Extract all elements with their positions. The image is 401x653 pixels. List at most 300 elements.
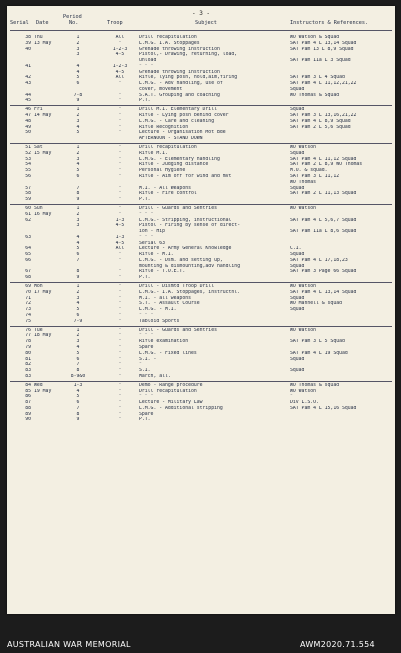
- cell-period: 9: [76, 417, 80, 423]
- cell-troop: ": [118, 307, 122, 313]
- subject-header: Subject: [195, 20, 217, 26]
- cell-period: 8: [76, 269, 80, 275]
- cell-subject: L.M.G. - Dsm. and setting up,: [139, 257, 223, 263]
- cell-serial: 68: [25, 275, 31, 281]
- cell-instructor: SAT Pam 4 L 13,14 Squad: [290, 40, 357, 46]
- cell-period: 4: [76, 69, 80, 75]
- cell-instructor: SAT Pam 4 L 17,18,23: [290, 257, 348, 263]
- cell-serial: 86: [25, 394, 31, 400]
- cell-subject: Drill - Guards and Sentries: [139, 206, 217, 211]
- cell-serial: 89: [25, 411, 31, 417]
- table-row: [7, 374, 395, 380]
- cell-instructor: WO Thomas & squad: [290, 382, 340, 388]
- cell-subject: Rifle - Fire control: [139, 191, 197, 197]
- cell-period: 7-9: [73, 318, 83, 324]
- cell-serial: 38: [25, 35, 31, 40]
- cell-serial: 79: [25, 344, 31, 350]
- cell-instructor: SAT Pam 4 L 19 Squad: [290, 350, 348, 356]
- cell-serial: 44: [25, 92, 31, 98]
- cell-serial: 48: [25, 118, 31, 124]
- cell-date: 18 May: [34, 333, 52, 339]
- cell-serial: 83: [25, 373, 31, 379]
- cell-subject: Rifle - M.I.: [139, 252, 174, 258]
- cell-subject: L.M.G. - Care and cleaning: [139, 118, 215, 124]
- cell-date: Tue: [34, 327, 43, 333]
- cell-instructor: WO Watson: [290, 388, 316, 394]
- cell-instructor: WO Watson: [290, 145, 316, 151]
- cell-instructor: ": [290, 394, 293, 400]
- cell-subject: Drill recapitulation: [139, 35, 197, 40]
- cell-troop: ": [118, 405, 122, 411]
- cell-instructor: SAT Pam 11a L 8,6 Squad: [290, 229, 357, 235]
- schedule-table: [7, 35, 395, 423]
- cell-subject: " " ": [139, 333, 154, 339]
- cell-troop: 4-5: [115, 52, 125, 58]
- cell-period: 6: [76, 312, 80, 318]
- cell-serial: 69: [25, 284, 31, 290]
- cell-serial: 65: [25, 252, 31, 258]
- cell-period: 5: [76, 130, 80, 136]
- cell-period: 3: [76, 118, 80, 124]
- cell-serial: 46: [25, 107, 31, 113]
- cell-period: 1: [76, 35, 80, 40]
- cell-instructor: SAT Pam 4 L 8,9 Squad: [290, 118, 351, 124]
- cell-period: 4: [76, 234, 80, 240]
- cell-period: 6: [76, 400, 80, 406]
- table-row: [7, 98, 395, 104]
- cell-date: Wed: [34, 382, 43, 388]
- cell-period: 1: [76, 327, 80, 333]
- cell-instructor: SAT Pam 4 L 11,12,21,22: [290, 81, 357, 87]
- cell-date: Fri: [34, 107, 43, 113]
- cell-period: 6: [76, 356, 80, 362]
- cell-troop: ": [118, 382, 122, 388]
- cell-date: 14 May: [34, 113, 52, 119]
- cell-troop: ": [118, 275, 122, 281]
- cell-instructor: Div L.S.O.: [290, 400, 319, 406]
- cell-subject: Demo - Range procedure: [139, 382, 203, 388]
- cell-serial: 81: [25, 356, 31, 362]
- cell-period: 6: [76, 173, 80, 179]
- cell-instructor: SAT Pam 4 L 5,6,7 Squad: [290, 217, 357, 223]
- cell-troop: ": [118, 318, 122, 324]
- document-page: [7, 6, 395, 614]
- cell-subject: March, all.: [139, 373, 171, 379]
- cell-serial: 55: [25, 168, 31, 174]
- cell-serial: 45: [25, 98, 31, 104]
- cell-troop: ": [118, 252, 122, 258]
- cell-serial: 70: [25, 289, 31, 295]
- cell-subject: Rifle - Lying posn behind cover: [139, 113, 229, 119]
- cell-serial: 58: [25, 191, 31, 197]
- cell-troop: 1-2-3: [112, 63, 128, 69]
- cell-subject: S.I.: [139, 368, 151, 374]
- cell-subject: Drill M.I. Elementary Drill: [139, 107, 217, 113]
- cell-serial: 66: [25, 257, 31, 263]
- cell-troop: ": [118, 388, 122, 394]
- cell-troop: ": [118, 411, 122, 417]
- cell-subject: " " ": [139, 211, 154, 217]
- footer-institution: AUSTRALIAN WAR MEMORIAL: [7, 640, 131, 649]
- cell-period: 8-9&0: [70, 373, 86, 379]
- cell-subject: AFTERNOON - STAND DOWN: [139, 136, 203, 142]
- cell-troop: 4-5: [115, 223, 125, 229]
- cell-serial: 67: [25, 269, 31, 275]
- cell-period: 2: [76, 211, 80, 217]
- cell-troop: ": [118, 40, 122, 46]
- cell-period: 1: [76, 284, 80, 290]
- cell-troop: ": [118, 191, 122, 197]
- cell-serial: 78: [25, 339, 31, 345]
- cell-period: 1: [76, 107, 80, 113]
- cell-instructor: WO Watson: [290, 327, 316, 333]
- cell-serial: 84: [25, 382, 31, 388]
- cell-subject: Rifle Recognition: [139, 124, 189, 130]
- cell-troop: ": [118, 269, 122, 275]
- cell-subject: Drill - Dismtd Troop Drill: [139, 284, 215, 290]
- cell-serial: 73: [25, 307, 31, 313]
- cell-date: 15 May: [34, 150, 52, 156]
- table-row: [7, 417, 395, 423]
- cell-troop: 1-3: [115, 217, 125, 223]
- cell-subject: L.M.G. - Elementary handling: [139, 156, 220, 162]
- cell-date: Thu: [34, 35, 43, 40]
- cell-instructor: C.I.: [290, 246, 302, 252]
- cell-period: 9: [76, 197, 80, 203]
- day-separator-rule: [10, 204, 392, 205]
- cell-subject: " " ": [139, 312, 154, 318]
- cell-subject: Rifle - Judging distance: [139, 162, 209, 168]
- cell-period: 4: [76, 63, 80, 69]
- cell-subject: Serial 63: [139, 240, 165, 246]
- cell-troop: All: [115, 246, 125, 252]
- cell-subject: Lecture - Army General Knowledge: [139, 246, 232, 252]
- cell-period: 1: [76, 206, 80, 211]
- cell-period: 4: [76, 344, 80, 350]
- cell-period: 2: [76, 113, 80, 119]
- cell-serial: 85: [25, 388, 31, 394]
- cell-period: 2: [76, 150, 80, 156]
- cell-serial: 82: [25, 362, 31, 368]
- cell-period: 3: [76, 217, 80, 223]
- cell-period: 5: [76, 246, 80, 252]
- cell-subject: S.T. - Assault Course: [139, 301, 200, 307]
- cell-subject: Pistol - Firing by sense of direct-: [139, 223, 241, 229]
- cell-serial: 74: [25, 312, 31, 318]
- cell-troop: ": [118, 173, 122, 179]
- cell-period: 4: [76, 388, 80, 394]
- cell-troop: ": [118, 197, 122, 203]
- cell-troop: ": [118, 289, 122, 295]
- cell-instructor: SAT Pam 11a L 3 Squad: [290, 58, 351, 64]
- cell-subject: L.M.G. - Fixed lines: [139, 350, 197, 356]
- cell-instructor: Squad: [290, 86, 305, 92]
- cell-troop: ": [118, 417, 122, 423]
- cell-troop: ": [118, 400, 122, 406]
- cell-instructor: Squad: [290, 263, 305, 269]
- cell-instructor: Squad: [290, 252, 305, 258]
- cell-subject: L.M.G. - Additional stripping: [139, 405, 223, 411]
- cell-instructor: SAT Pam 4 L 11,12 Squad: [290, 156, 357, 162]
- cell-instructor: SAT Pam 2 L 5,6 Squad: [290, 124, 351, 130]
- cell-troop: 1-3: [115, 234, 125, 240]
- cell-period: 9: [76, 275, 80, 281]
- cell-serial: 60: [25, 206, 31, 211]
- cell-serial: 56: [25, 173, 31, 179]
- cell-period: 6: [76, 252, 80, 258]
- cell-subject: L.M.G. - Adv handling, use of: [139, 81, 223, 87]
- header-rule: [10, 30, 392, 31]
- cell-serial: 54: [25, 162, 31, 168]
- cell-serial: 63: [25, 234, 31, 240]
- cell-date: Sun: [34, 206, 43, 211]
- cell-troop: ": [118, 284, 122, 290]
- cell-instructor: Squad: [290, 356, 305, 362]
- cell-instructor: WO Watson: [290, 206, 316, 211]
- cell-subject: Rifle M.I.: [139, 150, 168, 156]
- cell-period: 3: [76, 46, 80, 52]
- cell-subject: M.I. - All Weapons: [139, 185, 191, 191]
- cell-subject: Drill - Guards and Sentries: [139, 327, 217, 333]
- cell-subject: Rifle - Aim off for wind and mvt: [139, 173, 232, 179]
- day-separator-rule: [10, 105, 392, 106]
- cell-troop: ": [118, 185, 122, 191]
- cell-period: 8: [76, 191, 80, 197]
- cell-troop: ": [118, 312, 122, 318]
- period-header: Period: [63, 14, 82, 20]
- cell-serial: 83: [25, 368, 31, 374]
- cell-instructor: SAT Pam 3 L 11,12: [290, 173, 340, 179]
- cell-period: 7: [76, 257, 80, 263]
- cell-period: 5: [76, 168, 80, 174]
- cell-instructor: Squad: [290, 295, 305, 301]
- cell-troop: ": [118, 295, 122, 301]
- cell-serial: 71: [25, 295, 31, 301]
- day-separator-rule: [10, 381, 392, 382]
- cell-subject: Spare: [139, 411, 154, 417]
- cell-period: 8: [76, 411, 80, 417]
- cell-troop: ": [118, 373, 122, 379]
- cell-serial: 64: [25, 246, 31, 252]
- cell-serial: 76: [25, 327, 31, 333]
- cell-serial: 41: [25, 63, 31, 69]
- cell-troop: ": [118, 356, 122, 362]
- cell-period: 7-8: [73, 92, 83, 98]
- cell-date: 16 May: [34, 211, 52, 217]
- cell-date: 17 May: [34, 289, 52, 295]
- cell-subject: Drill recapitulation: [139, 145, 197, 151]
- cell-period: 5: [76, 307, 80, 313]
- cell-troop: ": [118, 107, 122, 113]
- cell-period: 5: [76, 394, 80, 400]
- cell-period: 3: [76, 295, 80, 301]
- cell-serial: 40: [25, 46, 31, 52]
- cell-subject: Pistol,- Drawing, returning, load,: [139, 52, 238, 58]
- cell-subject: ": [139, 362, 142, 368]
- cell-serial: 49: [25, 124, 31, 130]
- cell-subject: S.A.T. Grouping and coaching: [139, 92, 220, 98]
- cell-troop: All: [115, 35, 125, 40]
- cell-serial: 43: [25, 81, 31, 87]
- cell-period: 2: [76, 289, 80, 295]
- cell-serial: 87: [25, 400, 31, 406]
- cell-troop: ": [118, 301, 122, 307]
- cell-troop: ": [118, 333, 122, 339]
- footer-accession-number: AWM2020.71.554: [300, 640, 375, 649]
- cell-subject: Lecture - Military Law: [139, 400, 203, 406]
- cell-serial: 57: [25, 185, 31, 191]
- cell-serial: 62: [25, 217, 31, 223]
- cell-troop: ": [118, 327, 122, 333]
- cell-period: 8: [76, 368, 80, 374]
- cell-subject: " " ": [139, 63, 154, 69]
- cell-serial: 75: [25, 318, 31, 324]
- cell-instructor: WO Thomas: [290, 179, 316, 185]
- cell-troop: 4-5: [115, 240, 125, 246]
- cell-troop: ": [118, 98, 122, 104]
- cell-troop: ": [118, 156, 122, 162]
- cell-instructor: WO Thomas & Squad: [290, 92, 340, 98]
- cell-period: 7: [76, 405, 80, 411]
- cell-period: 1: [76, 145, 80, 151]
- cell-period: 3: [76, 339, 80, 345]
- cell-serial: 42: [25, 75, 31, 81]
- cell-period: 3: [76, 52, 80, 58]
- cell-subject: ion - Hip: [139, 229, 165, 235]
- cell-troop: 4-5: [115, 69, 125, 75]
- cell-serial: 80: [25, 350, 31, 356]
- cell-period: 2: [76, 40, 80, 46]
- period-no-header: No.: [69, 20, 79, 26]
- cell-troop: ": [118, 211, 122, 217]
- cell-instructor: Squad: [290, 368, 305, 374]
- cell-instructor: Squad: [290, 185, 305, 191]
- cell-troop: ": [118, 130, 122, 136]
- cell-troop: 1-2-3: [112, 46, 128, 52]
- cell-subject: S.I. -: [139, 356, 157, 362]
- cell-troop: ": [118, 124, 122, 130]
- table-row: [7, 136, 395, 142]
- cell-troop: ": [118, 113, 122, 119]
- cell-subject: P.T.: [139, 197, 151, 203]
- cell-period: 5: [76, 350, 80, 356]
- date-header: Date: [36, 20, 49, 26]
- cell-period: 7: [76, 185, 80, 191]
- cell-instructor: Squad: [290, 107, 305, 113]
- cell-subject: Grenade throwing instruction: [139, 69, 220, 75]
- day-separator-rule: [10, 326, 392, 327]
- cell-period: 5: [76, 75, 80, 81]
- cell-period: 3: [76, 156, 80, 162]
- cell-troop: ": [118, 168, 122, 174]
- cell-troop: ": [118, 206, 122, 211]
- cell-subject: Lecture - Organisation Mot Bde: [139, 130, 226, 136]
- cell-instructor: WO Mannell & squad: [290, 301, 342, 307]
- cell-period: 4: [76, 124, 80, 130]
- cell-serial: 39: [25, 40, 31, 46]
- cell-subject: P.T.: [139, 275, 151, 281]
- cell-serial: 72: [25, 301, 31, 307]
- cell-subject: Rifle examination: [139, 339, 189, 345]
- cell-instructor: SAT Pam 3 L 4 Squad: [290, 75, 345, 81]
- cell-period: 4: [76, 240, 80, 246]
- cell-subject: mounting & dismounting,adv handling: [139, 263, 241, 269]
- cell-serial: 59: [25, 197, 31, 203]
- cell-troop: ": [118, 350, 122, 356]
- cell-serial: 53: [25, 156, 31, 162]
- cell-troop: ": [118, 150, 122, 156]
- cell-instructor: SAT Pam 2 L 8,9 WO Thomas: [290, 162, 363, 168]
- serial-header: Serial: [10, 20, 29, 26]
- cell-troop: ": [118, 344, 122, 350]
- cell-instructor: SAT Pam 2 L 11,13 Squad: [290, 191, 357, 197]
- cell-subject: L.M.G. I.A. Stoppages: [139, 40, 200, 46]
- cell-subject: Personal Hygiene: [139, 168, 186, 174]
- cell-serial: 51: [25, 145, 31, 151]
- cell-serial: 90: [25, 417, 31, 423]
- archive-footer: [0, 616, 401, 653]
- cell-period: 6: [76, 81, 80, 87]
- cell-subject: Rifle, lying posn, hold,aim,firing: [139, 75, 238, 81]
- cell-period: 1-3: [73, 382, 83, 388]
- cell-subject: " " ": [139, 234, 154, 240]
- day-separator-rule: [10, 143, 392, 144]
- cell-subject: cover, movement: [139, 86, 183, 92]
- cell-subject: M.I. - all weapons: [139, 295, 191, 301]
- cell-instructor: Squad: [290, 307, 305, 313]
- cell-serial: 61: [25, 211, 31, 217]
- cell-subject: Spare: [139, 344, 154, 350]
- page-number: - 3 -: [191, 10, 211, 17]
- cell-instructor: SAT Pam 3 Page 66 Squad: [290, 269, 357, 275]
- cell-troop: All: [115, 75, 125, 81]
- cell-instructor: SAT Pam 4 L 13,14 Squad: [290, 289, 357, 295]
- cell-troop: ": [118, 81, 122, 87]
- cell-instructor: SAT Pam 13 L 8,9 Squad: [290, 46, 354, 52]
- cell-instructor: SAT Pam 4 L 15,16 Squad: [290, 405, 357, 411]
- cell-subject: L.M.G. - M.I.: [139, 307, 177, 313]
- cell-troop: ": [118, 339, 122, 345]
- cell-serial: 47: [25, 113, 31, 119]
- cell-instructor: Squad: [290, 150, 305, 156]
- cell-instructor: SAT Pam 3 L 13,16,21,22: [290, 113, 357, 119]
- cell-date: 13 May: [34, 40, 52, 46]
- cell-subject: unload: [139, 58, 157, 64]
- cell-serial: 88: [25, 405, 31, 411]
- table-row: [7, 319, 395, 325]
- cell-subject: L.M.G.- Stripping, instructional: [139, 217, 232, 223]
- cell-serial: 77: [25, 333, 31, 339]
- cell-troop: ": [118, 394, 122, 400]
- cell-troop: ": [118, 257, 122, 263]
- cell-period: 4: [76, 301, 80, 307]
- cell-period: 2: [76, 333, 80, 339]
- cell-serial: 52: [25, 150, 31, 156]
- cell-troop: ": [118, 118, 122, 124]
- cell-troop: ": [118, 145, 122, 151]
- cell-subject: L.M.G.- I.A. Stoppages, instructnl.: [139, 289, 241, 295]
- cell-subject: P.T.: [139, 417, 151, 423]
- cell-date: 19 May: [34, 388, 52, 394]
- table-row: [7, 275, 395, 281]
- cell-subject: " " ": [139, 394, 154, 400]
- cell-period: 7: [76, 362, 80, 368]
- cell-troop: ": [118, 92, 122, 98]
- cell-subject: Rifle - T.O.E.T.: [139, 269, 186, 275]
- cell-period: 4: [76, 162, 80, 168]
- cell-instructor: M.O. & squad.: [290, 168, 328, 174]
- instructors-header: Instructors & References.: [290, 20, 369, 26]
